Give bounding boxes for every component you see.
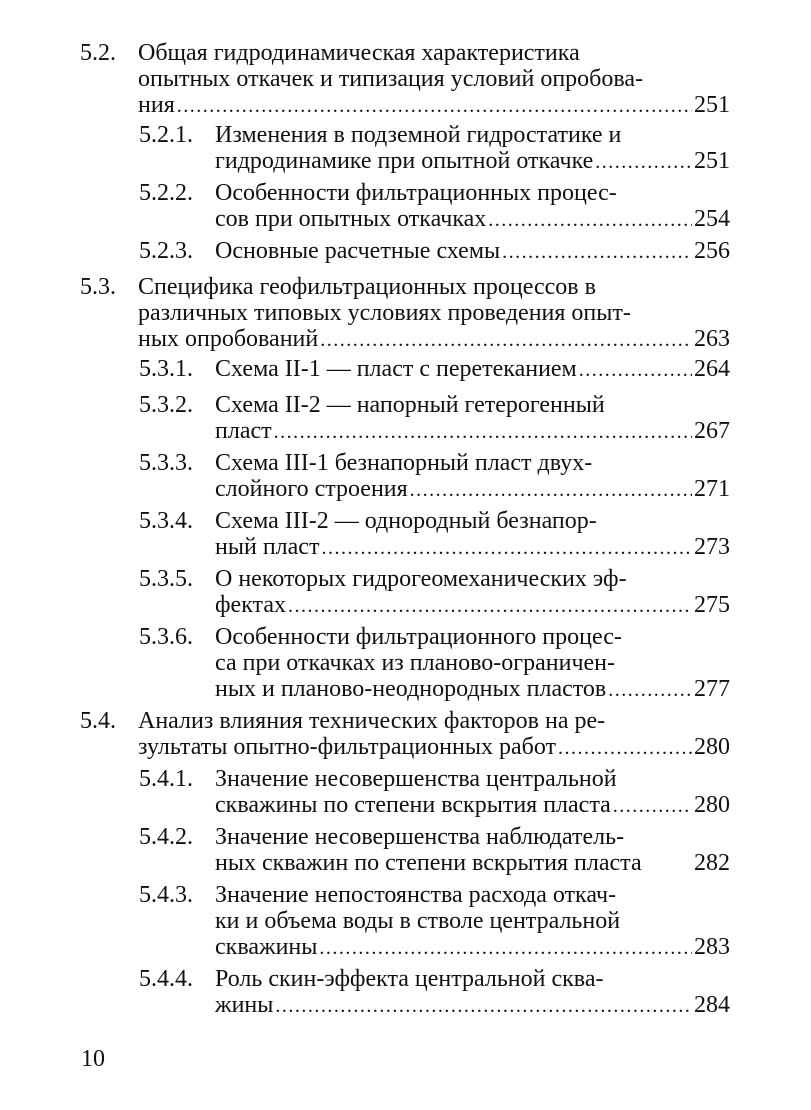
toc-entry-last-line bbox=[215, 418, 730, 445]
toc-entry-5-3-2[interactable] bbox=[139, 392, 730, 445]
toc-entry-line: Общая гидродинамическая характеристика bbox=[138, 40, 580, 66]
toc-entry-line: Роль скин-эффекта центральной сква- bbox=[215, 966, 604, 992]
toc-page-number: 284 bbox=[694, 992, 730, 1018]
dot-leader bbox=[274, 419, 692, 445]
toc-entry-last-line bbox=[215, 850, 730, 876]
page-number: 10 bbox=[81, 1046, 105, 1072]
dot-leader bbox=[608, 677, 692, 703]
toc-entry-last-line bbox=[138, 734, 730, 761]
toc-page-number: 251 bbox=[694, 148, 730, 174]
toc-entry-line: Значение несовершенства центральной bbox=[215, 766, 617, 792]
toc-entry-5-3-5[interactable] bbox=[139, 566, 730, 619]
toc-page-number: 277 bbox=[694, 676, 730, 702]
toc-entry-line: О некоторых гидрогеомеханических эф- bbox=[215, 566, 627, 592]
toc-entry-number: 5.4.1. bbox=[139, 766, 193, 792]
toc-entry-line: скважины bbox=[215, 934, 318, 960]
toc-entry-5-4[interactable] bbox=[80, 708, 730, 761]
toc-entry-number: 5.4. bbox=[80, 708, 116, 734]
toc-entry-last-line bbox=[215, 792, 730, 819]
toc-entry-number: 5.3.4. bbox=[139, 508, 193, 534]
toc-entry-last-line bbox=[215, 676, 730, 703]
toc-entry-number: 5.3.6. bbox=[139, 624, 193, 650]
toc-entry-last-line bbox=[215, 476, 730, 503]
toc-entry-5-3[interactable] bbox=[80, 274, 730, 353]
toc-entry-5-2[interactable] bbox=[80, 40, 730, 119]
toc-entry-line: ных скважин по степени вскрытия пласта bbox=[215, 850, 642, 876]
toc-entry-line: Особенности фильтрационного процес- bbox=[215, 624, 622, 650]
toc-entry-last-line bbox=[215, 206, 730, 233]
toc-entry-5-2-3[interactable] bbox=[139, 238, 730, 265]
toc-entry-number: 5.2. bbox=[80, 40, 116, 66]
toc-page-number: 280 bbox=[694, 734, 730, 760]
dot-leader bbox=[321, 535, 692, 561]
toc-entry-last-line bbox=[215, 356, 730, 383]
dot-leader bbox=[410, 477, 692, 503]
toc-page-number: 251 bbox=[694, 92, 730, 118]
toc-entry-number: 5.3.2. bbox=[139, 392, 193, 418]
toc-page-number: 273 bbox=[694, 534, 730, 560]
toc-entry-line: ки и объема воды в стволе центральной bbox=[215, 908, 621, 934]
dot-leader bbox=[288, 593, 692, 619]
toc-entry-last-line bbox=[215, 148, 730, 175]
dot-leader bbox=[320, 327, 692, 353]
toc-entry-5-4-2[interactable] bbox=[139, 824, 730, 876]
dot-leader bbox=[319, 935, 692, 961]
toc-entry-line: Схема II-2 — напорный гетерогенный bbox=[215, 392, 605, 418]
toc-entry-line: слойного строения bbox=[215, 476, 408, 502]
toc-entry-5-3-6[interactable] bbox=[139, 624, 730, 703]
toc-entry-number: 5.2.2. bbox=[139, 180, 193, 206]
toc-entry-number: 5.4.3. bbox=[139, 882, 193, 908]
dot-leader bbox=[488, 207, 692, 233]
toc-entry-line: жины bbox=[215, 992, 274, 1018]
toc-page-number: 275 bbox=[694, 592, 730, 618]
toc-entry-5-3-4[interactable] bbox=[139, 508, 730, 561]
toc-page-number: 256 bbox=[694, 238, 730, 264]
toc-entry-line: Изменения в подземной гидростатике и bbox=[215, 122, 622, 148]
toc-entry-last-line bbox=[215, 238, 730, 265]
toc-entry-line: зультаты опытно-фильтрационных работ bbox=[138, 734, 557, 760]
toc-entry-last-line bbox=[215, 934, 730, 961]
toc-entry-line: Значение непостоянства расхода откач- bbox=[215, 882, 617, 908]
toc-entry-line: Схема III-1 безнапорный пласт двух- bbox=[215, 450, 593, 476]
toc-entry-5-2-2[interactable] bbox=[139, 180, 730, 233]
dot-leader bbox=[558, 735, 692, 761]
dot-leader bbox=[275, 993, 692, 1019]
toc-page-number: 267 bbox=[694, 418, 730, 444]
toc-page-number: 263 bbox=[694, 326, 730, 352]
toc-entry-last-line bbox=[215, 992, 730, 1019]
toc-entry-number: 5.4.2. bbox=[139, 824, 193, 850]
toc-entry-line: опытных откачек и типизация условий опробова- bbox=[138, 66, 644, 92]
toc-entry-line: Специфика геофильтрационных процессов в bbox=[138, 274, 596, 300]
toc-entry-line: фектах bbox=[215, 592, 286, 618]
toc-entry-line: различных типовых условиях проведения опыт- bbox=[138, 300, 631, 326]
toc-entry-last-line bbox=[215, 592, 730, 619]
toc-entry-5-4-1[interactable] bbox=[139, 766, 730, 819]
toc-entry-line: гидродинамике при опытной откачке bbox=[215, 148, 594, 174]
toc-entry-line: Значение несовершенства наблюдатель- bbox=[215, 824, 625, 850]
toc-entry-line: скважины по степени вскрытия пласта bbox=[215, 792, 611, 818]
toc-page-number: 254 bbox=[694, 206, 730, 232]
toc-entry-last-line bbox=[138, 326, 730, 353]
toc-entry-number: 5.3.1. bbox=[139, 356, 193, 382]
toc-entry-last-line bbox=[138, 92, 730, 119]
toc-entry-line: Основные расчетные схемы bbox=[215, 238, 501, 264]
toc-entry-line: ных и планово-неоднородных пластов bbox=[215, 676, 607, 702]
toc-entry-5-2-1[interactable] bbox=[139, 122, 730, 175]
toc-entry-number: 5.3.3. bbox=[139, 450, 193, 476]
dot-leader bbox=[177, 93, 692, 119]
toc-entry-5-3-1[interactable] bbox=[139, 356, 730, 383]
toc-entry-5-3-3[interactable] bbox=[139, 450, 730, 503]
toc-entry-number: 5.2.3. bbox=[139, 238, 193, 264]
toc-entry-line: ния bbox=[138, 92, 175, 118]
dot-leader bbox=[502, 239, 692, 265]
toc-entry-line: Схема II-1 — пласт с перетеканием bbox=[215, 356, 577, 382]
toc-page-number: 264 bbox=[694, 356, 730, 382]
toc-page-number: 271 bbox=[694, 476, 730, 502]
dot-leader bbox=[613, 793, 692, 819]
toc-entry-number: 5.3.5. bbox=[139, 566, 193, 592]
toc-entry-line: Схема III-2 — однородный безнапор- bbox=[215, 508, 597, 534]
toc-entry-line: Особенности фильтрационных процес- bbox=[215, 180, 617, 206]
dot-leader bbox=[579, 357, 692, 383]
toc-entry-number: 5.4.4. bbox=[139, 966, 193, 992]
toc-page-number: 282 bbox=[694, 850, 730, 876]
toc-entry-line: пласт bbox=[215, 418, 272, 444]
toc-entry-5-4-4[interactable] bbox=[139, 966, 730, 1019]
toc-page-number: 283 bbox=[694, 934, 730, 960]
toc-entry-number: 5.2.1. bbox=[139, 122, 193, 148]
toc-entry-line: са при откачках из планово-ограничен- bbox=[215, 650, 616, 676]
toc-entry-number: 5.3. bbox=[80, 274, 116, 300]
toc-entry-line: сов при опытных откачках bbox=[215, 206, 487, 232]
toc-page-number: 280 bbox=[694, 792, 730, 818]
toc-entry-line: ный пласт bbox=[215, 534, 320, 560]
toc-entry-line: ных опробований bbox=[138, 326, 319, 352]
toc-entry-5-4-3[interactable] bbox=[139, 882, 730, 961]
dot-leader bbox=[595, 149, 692, 175]
toc-entry-last-line bbox=[215, 534, 730, 561]
toc-entry-line: Анализ влияния технических факторов на ре- bbox=[138, 708, 606, 734]
